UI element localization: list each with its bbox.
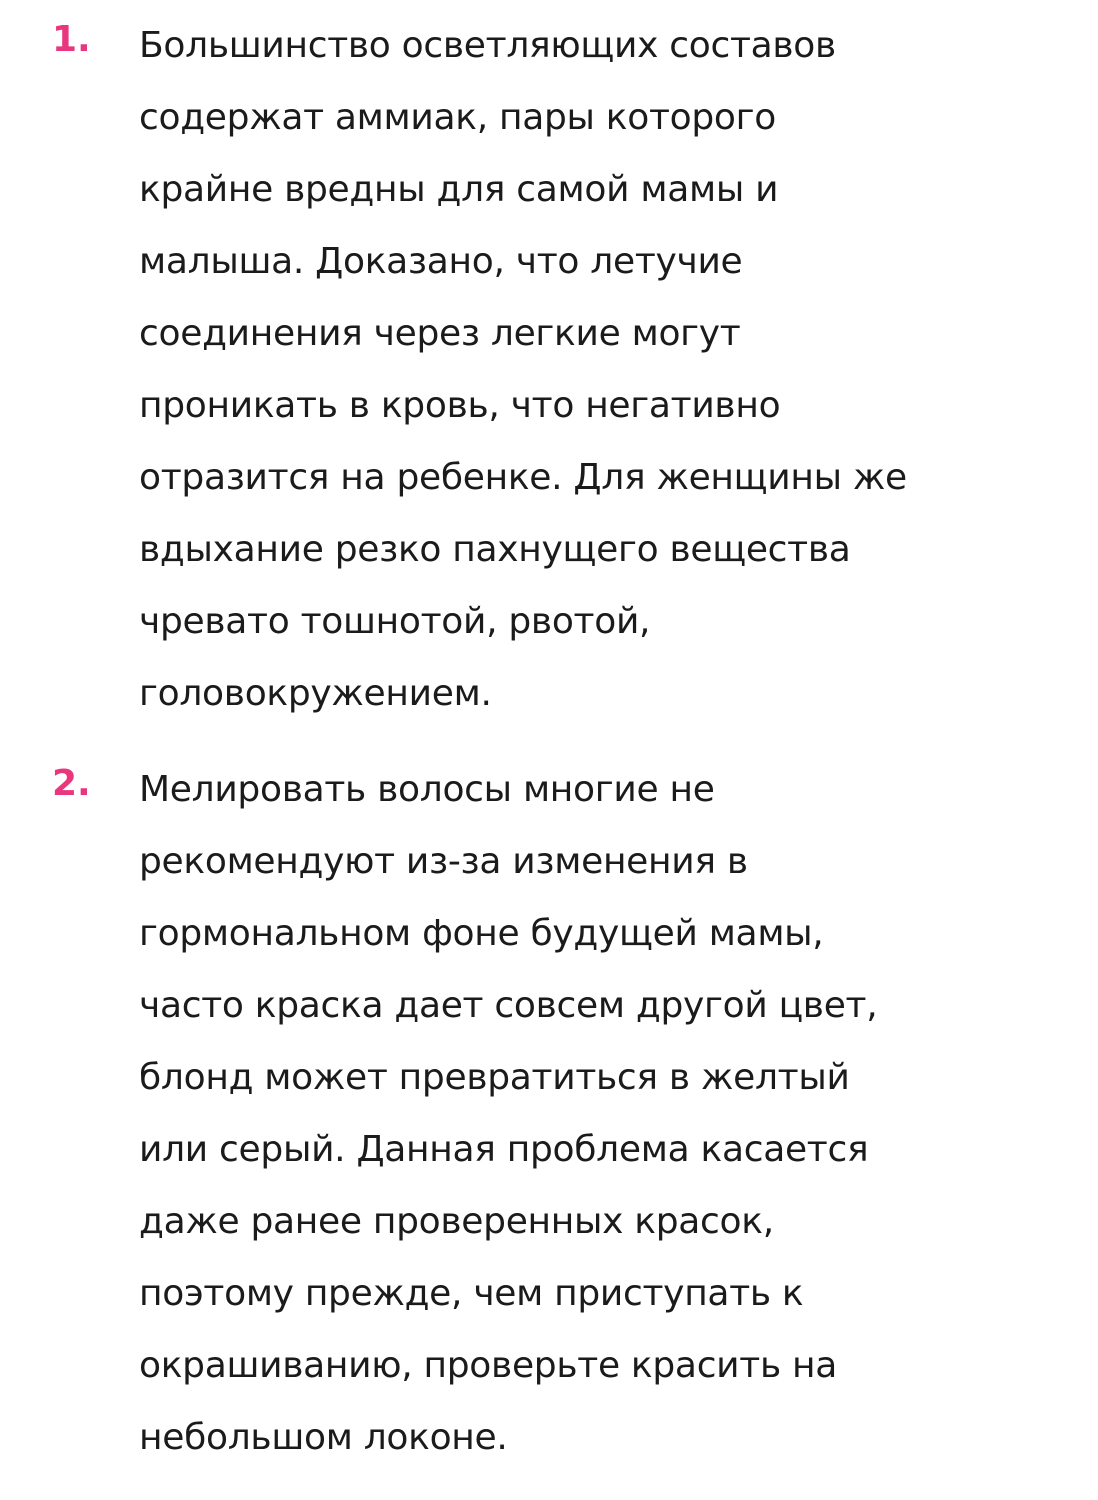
text-line: крайне вредны для самой мамы и <box>139 169 779 210</box>
text-line: гормональном фоне будущей мамы, <box>139 913 824 954</box>
text-line: головокружением. <box>139 673 492 714</box>
text-line: поэтому прежде, чем приступать к <box>139 1273 804 1314</box>
text-line: или серый. Данная проблема касается <box>139 1129 869 1170</box>
text-line: часто краска дает совсем другой цвет, <box>139 985 878 1026</box>
text-line: проникать в кровь, что негативно <box>139 385 781 426</box>
text-line: вдыхание резко пахнущего вещества <box>139 529 851 570</box>
text-line: чревато тошнотой, рвотой, <box>139 601 651 642</box>
text-line: даже ранее проверенных красок, <box>139 1201 774 1242</box>
text-line: содержат аммиак, пары которого <box>139 97 776 138</box>
list-item-text <box>139 10 1079 730</box>
text-line: отразится на ребенке. Для женщины же <box>139 457 907 498</box>
text-line: блонд может превратиться в желтый <box>139 1057 850 1098</box>
text-line: рекомендуют из-за изменения в <box>139 841 748 882</box>
list-item-text <box>139 754 1079 1474</box>
text-line: Большинство осветляющих составов <box>139 25 836 66</box>
text-line: окрашиванию, проверьте красить на <box>139 1345 838 1386</box>
list-item-number: 1. <box>52 19 91 60</box>
text-line: малыша. Доказано, что летучие <box>139 241 743 282</box>
text-line: Мелировать волосы многие не <box>139 769 715 810</box>
text-line: соединения через легкие могут <box>139 313 741 354</box>
text-line: небольшом локоне. <box>139 1417 508 1458</box>
list-item-number: 2. <box>52 763 91 804</box>
